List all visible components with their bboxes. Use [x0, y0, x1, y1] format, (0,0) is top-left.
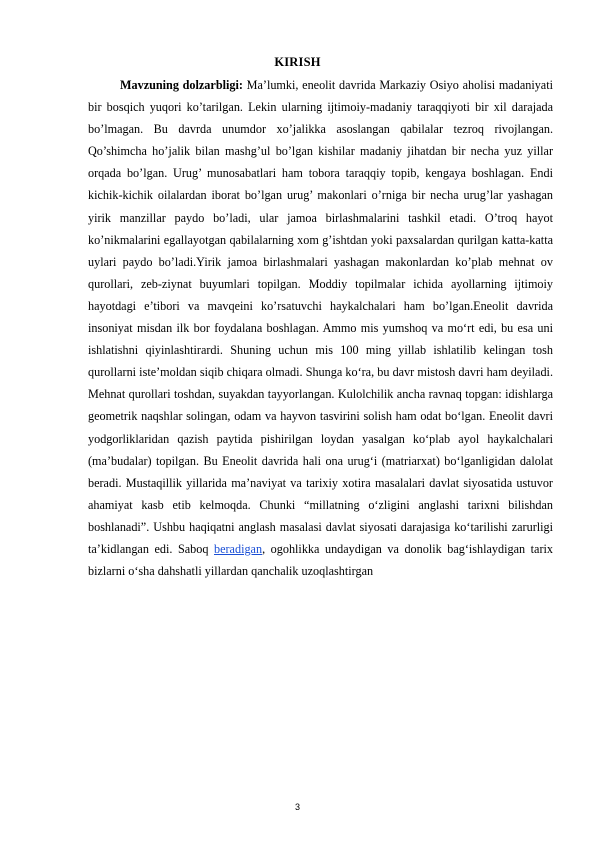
paragraph-text-main: Ma’lumki, eneolit davrida Markaziy Osiyo aholisi madaniyati bir bosqich yuqori ko’tarilgan. Lekin ularning ijtimoiy-madaniy taraqqiyoti bir xil darajada bo’lmagan. Bu davrda unumdor xo’jalikka asoslangan qabilalar tezroq rivojlangan. Qo’shimcha ho’jalik bilan mashg’ul bo’lgan kishilar madaniy jihatdan bir necha yuz yillar orqada bo’lgan. Urug’ munosabatlari ham tobora taraqqiy topib, kengaya boshlagan. Endi kichik-kichik oilalardan iborat bo’lgan urug’ makonlari o’rniga bir necha urug’lar yashagan yirik manzillar paydo bo’ladi, ular jamoa birlashmalarini tashkil etadi. O’troq hayot ko’nikmalarini egallayotgan qabilalarning xom g’ishtdan yoki paxsalardan qurilgan katta-katta uylari paydo bo’ladi.Yirik jamoa birlashmalari yashagan makonlardan ko’plab mehnat ov qurollari, zeb-ziynat buyumlari topilgan. Moddiy topilmalar ichida ayollarning ijtimoiy hayotdagi e’tibori va mavqeini ko’rsatuvchi haykalchalari ham bo’lgan.Eneolit davrida insoniyat misdan ilk bor foydalana boshlagan. Ammo mis yumshoq va mo‘rt edi, bu esa uni ishlatishni qiyinlashtirardi. Shuning uchun mis 100 ming yillab ishlatilib kelingan tosh qurollarni iste’moldan siqib chiqara olmadi. Shunga ko‘ra, bu davr mistosh davri ham deyiladi. Mehnat qurollari toshdan, suyakdan tayyorlangan. Kulolchilik ancha ravnaq topgan: idishlarga geometrik naqshlar solingan, odam va hayvon tasvirini solish ham odat bo‘lgan. Eneolit davri yodgorliklaridan qazish paytida pishirilgan loydan yasalgan ko‘plab ayol haykalchalari (ma’budalar) topilgan. Bu Eneolit davrida hali ona urug‘i (matriarxat) bo‘lganligidan dalolat beradi. Mustaqillik yillarida ma’naviyat va tarixiy xotira masalalari davlat siyosatida ustuvor ahamiyat kasb etib kelmoqda. Chunki “millatning o‘zligini anglashi tarixni bilishdan boshlanadi”. Ushbu haqiqatni anglash masalasi davlat siyosati darajasiga ko‘tarilishi zarurligi ta’kidlangan edi. Saboq — [88, 78, 553, 556]
section-title: KIRISH — [274, 55, 321, 69]
inline-link-beradigan[interactable]: beradigan — [214, 541, 263, 556]
page-number: 3 — [294, 802, 300, 812]
body-paragraph — [88, 74, 553, 582]
paragraph-text-end: , ogohlikka undaydigan va donolik bag‘ishlaydigan tarix bizlarni o‘sha dahshatli yillardan qanchalik uzoqlashtirgan — [88, 541, 553, 579]
lead-phrase: Mavzuning dolzarbligi: — [120, 78, 243, 92]
